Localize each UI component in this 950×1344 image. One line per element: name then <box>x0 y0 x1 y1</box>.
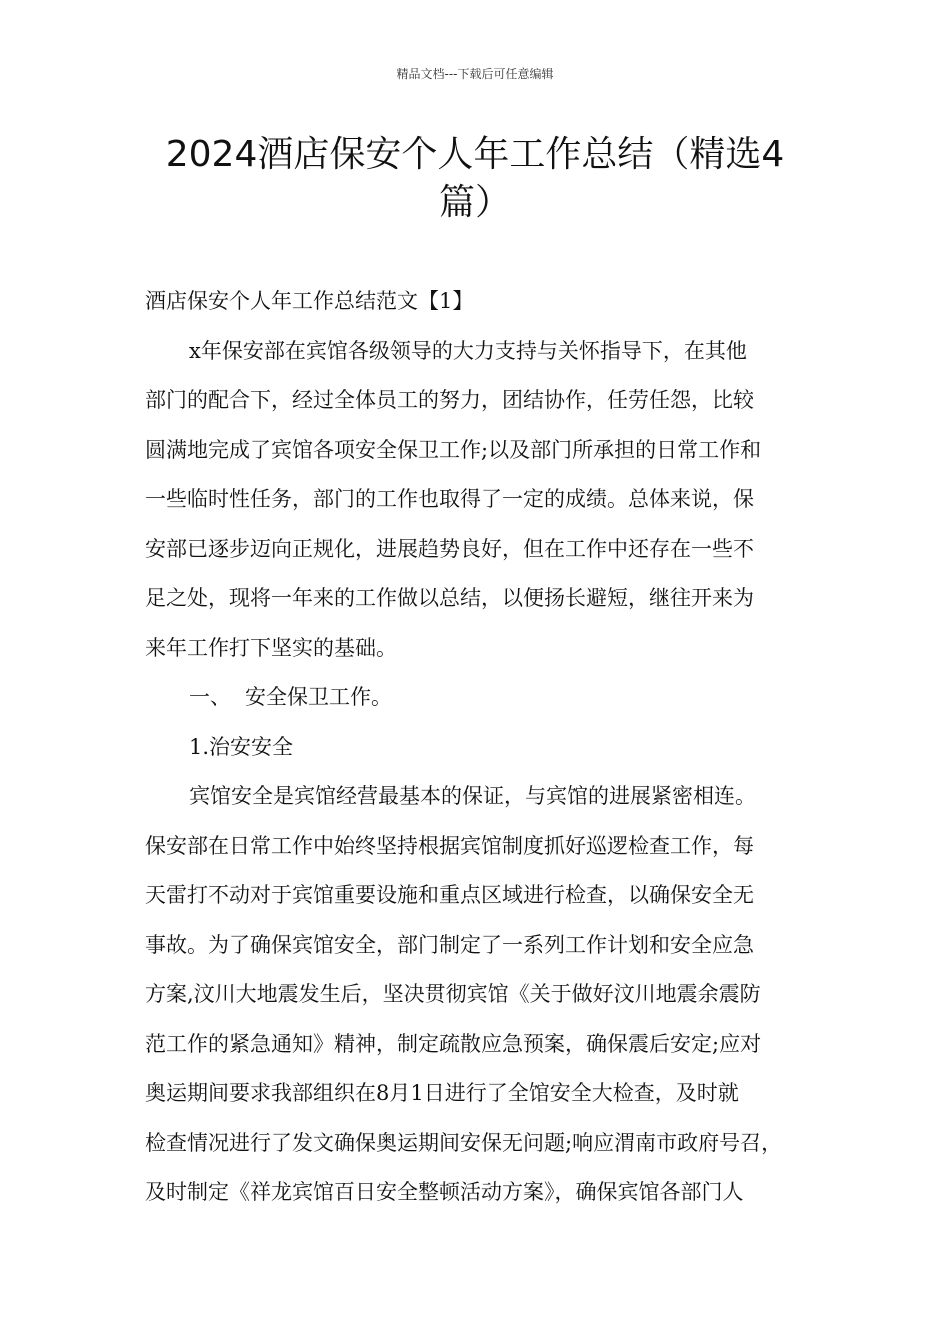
subheading-public-security: 1.治安安全 <box>189 734 294 759</box>
document-body <box>145 283 810 1224</box>
heading-security <box>145 679 810 729</box>
paragraph-line: 安部已逐步迈向正规化，进展趋势良好，但在工作中还存在一些不 <box>145 536 754 561</box>
paragraph-line: 范工作的紧急通知》精神，制定疏散应急预案，确保震后安定;应对 <box>145 1031 762 1056</box>
paragraph-line: 部门的配合下，经过全体员工的努力，团结协作，任劳任怨，比较 <box>145 388 754 412</box>
heading-text: 安全保卫工作。 <box>245 685 392 709</box>
paragraph-line: 天雷打不动对于宾馆重要设施和重点区域进行检查，以确保安全无 <box>145 883 754 907</box>
paragraph-line: 方案,汶川大地震发生后，坚决贯彻宾馆《关于做好汶川地震余震防 <box>145 982 761 1006</box>
heading-number: 一、 <box>189 685 231 709</box>
paragraph-line: 来年工作打下坚实的基础。 <box>145 635 397 660</box>
paragraph-line: 宾馆安全是宾馆经营最基本的保证，与宾馆的进展紧密相连。 <box>189 784 756 808</box>
title-line-2: 篇） <box>438 182 511 223</box>
paragraph-line: 及时制定《祥龙宾馆百日安全整顿活动方案》，确保宾馆各部门人 <box>145 1180 744 1204</box>
paragraph-line: 检查情况进行了发文确保奥运期间安保无问题;响应渭南市政府号召， <box>145 1130 783 1155</box>
paragraph-line: 足之处，现将一年来的工作做以总结，以便扬长避短，继往开来为 <box>145 586 754 610</box>
paragraph-line: 一些临时性任务，部门的工作也取得了一定的成绩。总体来说，保 <box>145 487 754 511</box>
paragraph-line: 奥运期间要求我部组织在8月1日进行了全馆安全大检查，及时就 <box>145 1081 739 1105</box>
paragraph-line: 事故。为了确保宾馆安全，部门制定了一系列工作计划和安全应急 <box>145 932 754 957</box>
document-title <box>130 131 820 227</box>
paragraph-line: 圆满地完成了宾馆各项安全保卫工作;以及部门所承担的日常工作和 <box>145 437 762 462</box>
paragraph-line: 保安部在日常工作中始终坚持根据宾馆制度抓好巡逻检查工作，每 <box>145 833 754 858</box>
title-line-1: 2024酒店保安个人年工作总结（精选4 <box>165 134 785 175</box>
section-title: 酒店保安个人年工作总结范文【1】 <box>145 289 474 313</box>
header-note: 精品文档---下载后可任意编辑 <box>396 67 554 81</box>
paragraph-line: x年保安部在宾馆各级领导的大力支持与关怀指导下，在其他 <box>189 338 747 363</box>
